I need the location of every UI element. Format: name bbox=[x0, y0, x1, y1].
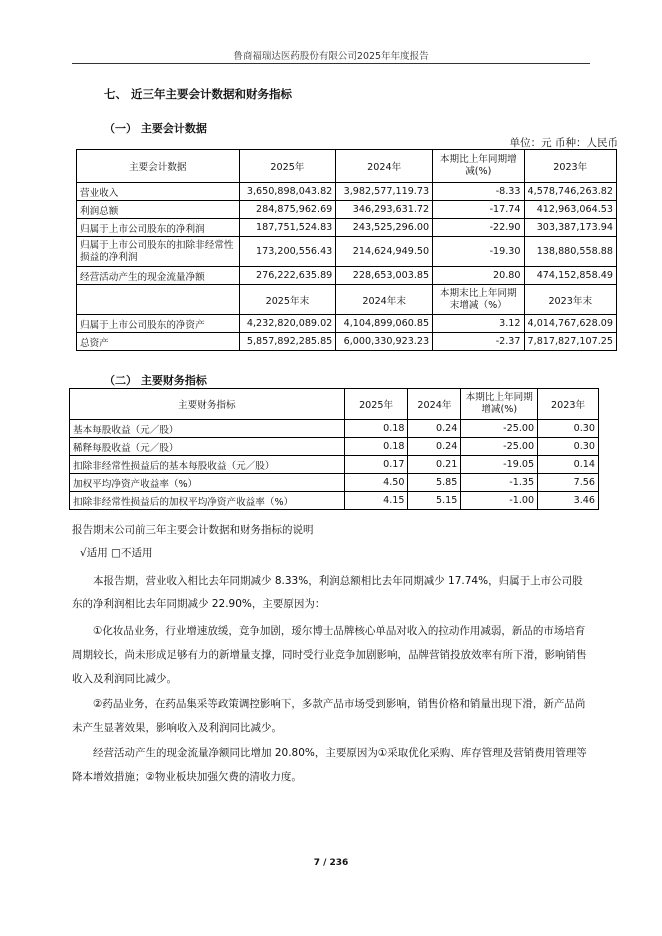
table-header-row bbox=[77, 285, 617, 315]
table-row bbox=[70, 438, 599, 456]
paragraph-3: ②药品业务，在药品集采等政策调控影响下，多款产品市场受到影响，销售价格和销量出现下滑，新产品尚未产生显著效果，影响收入及利润同比减少。 bbox=[72, 698, 586, 734]
table-row bbox=[70, 420, 599, 438]
cell: 276,222,635.89 bbox=[239, 267, 336, 285]
table-row bbox=[70, 456, 599, 474]
table-row bbox=[77, 201, 617, 219]
cell: 4,014,767,628.09 bbox=[524, 315, 616, 333]
cell: 3.46 bbox=[538, 492, 599, 510]
cell: -1.35 bbox=[461, 474, 538, 492]
row-label: 扣除非经常性损益后的基本每股收益（元／股） bbox=[70, 456, 345, 474]
cell: 187,751,524.83 bbox=[239, 219, 336, 237]
row-label: 加权平均净资产收益率（%） bbox=[70, 474, 345, 492]
cell: 303,387,173.94 bbox=[524, 219, 616, 237]
cell: 173,200,556.43 bbox=[239, 237, 336, 267]
cell: 0.17 bbox=[344, 456, 408, 474]
row-label: 利润总额 bbox=[77, 201, 240, 219]
cell: 0.24 bbox=[408, 420, 461, 438]
cell: 228,653,003.85 bbox=[336, 267, 433, 285]
header-cell: 2025年末 bbox=[239, 285, 336, 315]
cell: -19.05 bbox=[461, 456, 538, 474]
paragraph-4: 经营活动产生的现金流量净额同比增加 20.80%，主要原因为①采取优化采购、库存管理及营销费用管理等降本增效措施；②物业板块加强欠费的清收力度。 bbox=[72, 747, 587, 783]
cell: 6,000,330,923.23 bbox=[336, 333, 433, 351]
cell: 3.12 bbox=[433, 315, 524, 333]
header-cell: 主要会计数据 bbox=[77, 150, 240, 183]
cell: 4,232,820,089.02 bbox=[239, 315, 336, 333]
cell: 4.15 bbox=[344, 492, 408, 510]
table-row bbox=[77, 219, 617, 237]
cell: 284,875,962.69 bbox=[239, 201, 336, 219]
page-header: 鲁商福瑞达医药股份有限公司2025年年度报告 bbox=[233, 51, 429, 62]
row-label: 扣除非经常性损益后的加权平均净资产收益率（%） bbox=[70, 492, 345, 510]
cell: 5.85 bbox=[408, 474, 461, 492]
page-number: 7 / 236 bbox=[313, 858, 349, 868]
cell: 0.18 bbox=[344, 420, 408, 438]
header-cell: 本期比上年同期增减(%) bbox=[433, 150, 524, 183]
paragraph-1: 本报告期，营业收入相比去年同期减少 8.33%，利润总额相比去年同期减少 17.74%，归属于上市公司股东的净利润相比去年同期减少 22.90%，主要原因为： bbox=[72, 575, 583, 610]
row-label: 经营活动产生的现金流量净额 bbox=[77, 267, 240, 285]
table-row bbox=[77, 315, 617, 333]
cell: -25.00 bbox=[461, 438, 538, 456]
header-cell: 本期末比上年同期末增减（%） bbox=[433, 285, 524, 315]
cell: 0.21 bbox=[408, 456, 461, 474]
cell: -2.37 bbox=[433, 333, 524, 351]
header-cell bbox=[77, 285, 240, 315]
unit-label: 单位：元 币种：人民币 bbox=[509, 137, 618, 149]
table-header-row bbox=[77, 150, 617, 183]
cell: 3,982,577,119.73 bbox=[336, 183, 433, 201]
cell: 138,880,558.88 bbox=[524, 237, 616, 267]
cell: 243,525,296.00 bbox=[336, 219, 433, 237]
cell: 4,578,746,263.82 bbox=[524, 183, 616, 201]
cell: -17.74 bbox=[433, 201, 524, 219]
section-title: 七、 近三年主要会计数据和财务指标 bbox=[104, 87, 293, 101]
cell: 3,650,898,043.82 bbox=[239, 183, 336, 201]
cell: -8.33 bbox=[433, 183, 524, 201]
cell: 4.50 bbox=[344, 474, 408, 492]
financial-indicators-table bbox=[69, 388, 599, 510]
table-row bbox=[70, 492, 599, 510]
row-label: 总资产 bbox=[77, 333, 240, 351]
table-row bbox=[70, 474, 599, 492]
accounting-data-table bbox=[76, 149, 617, 351]
cell: -25.00 bbox=[461, 420, 538, 438]
table-row bbox=[77, 237, 617, 267]
notes-caption: 报告期末公司前三年主要会计数据和财务指标的说明 bbox=[72, 524, 314, 536]
row-label: 营业收入 bbox=[77, 183, 240, 201]
cell: 0.30 bbox=[538, 438, 599, 456]
header-cell: 2023年末 bbox=[524, 285, 616, 315]
table-row bbox=[77, 267, 617, 285]
header-cell: 2024年 bbox=[336, 150, 433, 183]
cell: 5.15 bbox=[408, 492, 461, 510]
table-row bbox=[77, 333, 617, 351]
header-cell: 2025年 bbox=[239, 150, 336, 183]
cell: 214,624,949.50 bbox=[336, 237, 433, 267]
cell: 7.56 bbox=[538, 474, 599, 492]
cell: 4,104,899,060.85 bbox=[336, 315, 433, 333]
cell: 5,857,892,285.85 bbox=[239, 333, 336, 351]
cell: 20.80 bbox=[433, 267, 524, 285]
table-row bbox=[77, 183, 617, 201]
row-label: 稀释每股收益（元／股） bbox=[70, 438, 345, 456]
header-cell: 2024年末 bbox=[336, 285, 433, 315]
subsection-title-accounting-data: （一） 主要会计数据 bbox=[104, 122, 207, 135]
cell: 474,152,858.49 bbox=[524, 267, 616, 285]
row-label: 归属于上市公司股东的净资产 bbox=[77, 315, 240, 333]
header-cell: 本期比上年同期增减(%) bbox=[461, 389, 538, 420]
cell: 7,817,827,107.25 bbox=[524, 333, 616, 351]
cell: 0.30 bbox=[538, 420, 599, 438]
subsection-title-financial-indicators: （二） 主要财务指标 bbox=[104, 374, 207, 387]
row-label: 归属于上市公司股东的净利润 bbox=[77, 219, 240, 237]
header-cell: 2025年 bbox=[344, 389, 408, 420]
applicable-checkbox-line: √适用 □不适用 bbox=[80, 547, 153, 559]
row-label: 基本每股收益（元／股） bbox=[70, 420, 345, 438]
cell: 346,293,631.72 bbox=[336, 201, 433, 219]
cell: -1.00 bbox=[461, 492, 538, 510]
cell: 412,963,064.53 bbox=[524, 201, 616, 219]
cell: 0.14 bbox=[538, 456, 599, 474]
cell: -22.90 bbox=[433, 219, 524, 237]
cell: -19.30 bbox=[433, 237, 524, 267]
paragraph-2: ①化妆品业务，行业增速放缓，竞争加剧，瑷尔博士品牌核心单品对收入的拉动作用减弱，新品的市场培育周期较长，尚未形成足够有力的新增量支撑，同时受行业竞争加剧影响，品牌营销投放效率有所下滑，影响销售收入及利润同比减少。 bbox=[72, 625, 587, 685]
header-cell: 2023年 bbox=[524, 150, 616, 183]
row-label: 归属于上市公司股东的扣除非经常性损益的净利润 bbox=[77, 237, 240, 267]
cell: 0.24 bbox=[408, 438, 461, 456]
header-cell: 2023年 bbox=[538, 389, 599, 420]
table-header-row bbox=[70, 389, 599, 420]
header-rule bbox=[72, 63, 590, 64]
header-cell: 2024年 bbox=[408, 389, 461, 420]
cell: 0.18 bbox=[344, 438, 408, 456]
header-cell: 主要财务指标 bbox=[70, 389, 345, 420]
